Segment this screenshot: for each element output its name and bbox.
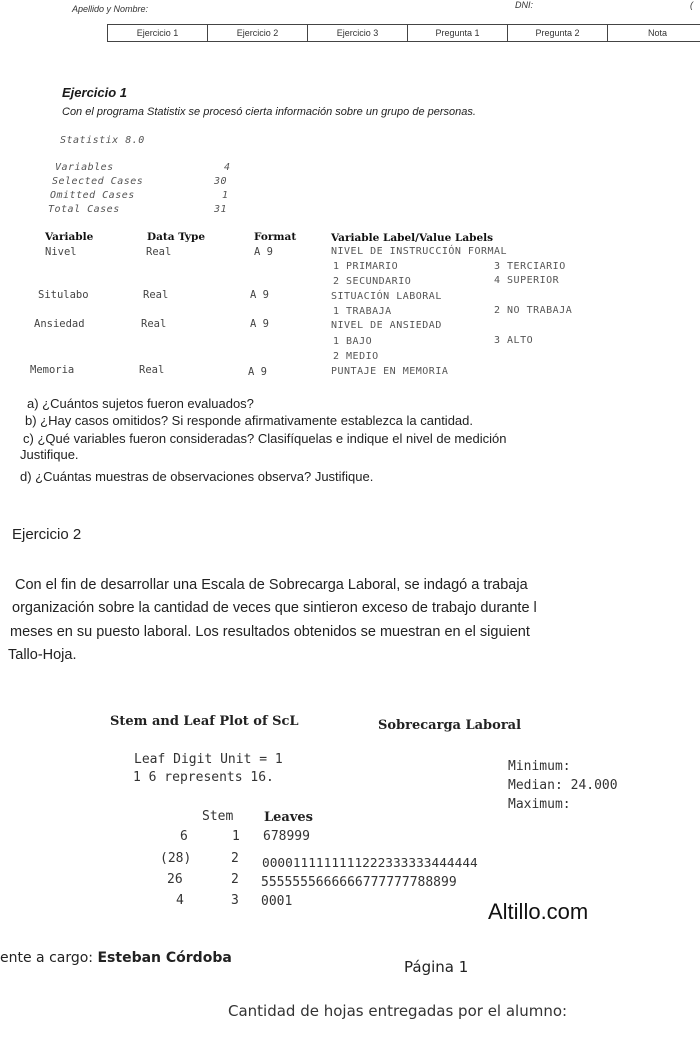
row-leaves: 678999 — [263, 829, 310, 844]
teacher-line — [0, 950, 232, 966]
question-a: a) ¿Cuántos sujetos fueron evaluados? — [27, 396, 254, 411]
value-label: 2 SECUNDARIO — [333, 276, 412, 287]
sheets-delivered: Cantidad de hojas entregadas por el alumno: — [228, 1002, 568, 1020]
tab-ejercicio-3: Ejercicio 3 — [308, 25, 408, 41]
summary-label: Total Cases — [48, 204, 120, 215]
row-label: SITUACIÓN LABORAL — [331, 291, 442, 302]
value-label: 1 BAJO — [333, 336, 373, 347]
paragraph-line: Con el fin de desarrollar una Escala de Sobrecarga Laboral, se indagó a trabaja — [15, 577, 528, 593]
row-leaves: 5555555666666777777788899 — [261, 875, 457, 890]
row-leaves: 0000111111111222333333444444 — [262, 856, 478, 871]
row-label: PUNTAJE EN MEMORIA — [331, 366, 449, 377]
ejercicio-1-intro: Con el programa Statistix se procesó cierta información sobre un grupo de personas. — [62, 106, 476, 118]
row-format: A 9 — [250, 289, 269, 301]
col-stem: Stem — [202, 809, 234, 824]
tab-pregunta-2: Pregunta 2 — [508, 25, 608, 41]
value-label: 1 TRABAJA — [333, 306, 392, 317]
row-label: NIVEL DE INSTRUCCIÓN FORMAL — [331, 246, 508, 257]
row-variable: Nivel — [45, 246, 77, 258]
tab-nota: Nota — [608, 25, 700, 41]
row-variable: Ansiedad — [34, 318, 85, 330]
row-stem: 2 — [231, 872, 239, 887]
name-label: Apellido y Nombre: — [72, 4, 149, 14]
ejercicio-2-title: Ejercicio 2 — [12, 526, 82, 543]
value-label: 2 MEDIO — [333, 351, 379, 362]
question-d: d) ¿Cuántas muestras de observaciones observa? Justifique. — [20, 469, 374, 484]
row-format: A 9 — [250, 318, 269, 330]
row-type: Real — [143, 289, 169, 301]
plot-title: Stem and Leaf Plot of ScL — [110, 714, 299, 729]
col-format: Format — [254, 231, 297, 243]
dni-label: DNI: — [515, 0, 533, 10]
summary-value: 30 — [214, 176, 228, 187]
value-label: 3 TERCIARIO — [494, 261, 566, 272]
page-number: Página 1 — [404, 958, 469, 976]
ejercicio-1-title: Ejercicio 1 — [62, 85, 128, 100]
value-label: 4 SUPERIOR — [494, 275, 560, 286]
teacher-prefix: ente a cargo: — [0, 950, 94, 966]
question-c: c) ¿Qué variables fueron consideradas? Clasifíquelas e indique el nivel de medición — [23, 431, 507, 446]
row-type: Real — [139, 364, 165, 376]
value-label: 1 PRIMARIO — [333, 261, 399, 272]
row-variable: Situlabo — [38, 289, 89, 301]
summary-label: Variables — [55, 162, 114, 173]
question-b: b) ¿Hay casos omitidos? Si responde afirmativamente establezca la cantidad. — [25, 413, 473, 428]
col-variable: Variable — [45, 231, 94, 243]
row-stem: 3 — [231, 893, 239, 908]
row-type: Real — [141, 318, 167, 330]
value-label: 2 NO TRABAJA — [494, 305, 573, 316]
median-label: Median: 24.000 — [508, 778, 618, 793]
tab-ejercicio-1: Ejercicio 1 — [108, 25, 208, 41]
row-format: A 9 — [254, 246, 273, 258]
paragraph-line: Tallo-Hoja. — [8, 647, 77, 663]
minimum-label: Minimum: — [508, 759, 571, 774]
row-variable: Memoria — [30, 364, 75, 376]
row-depth: 4 — [176, 893, 184, 908]
row-stem: 1 — [232, 829, 240, 844]
paragraph-line: meses en su puesto laboral. Los resultados obtenidos se muestran en el siguient — [10, 624, 530, 640]
summary-value: 31 — [214, 204, 228, 215]
row-leaves: 0001 — [261, 894, 293, 909]
tab-pregunta-1: Pregunta 1 — [408, 25, 508, 41]
col-labels: Variable Label/Value Labels — [331, 232, 494, 244]
summary-value: 4 — [224, 162, 231, 173]
paragraph-line: organización sobre la cantidad de veces que sintieron exceso de trabajo durante l — [12, 600, 537, 616]
maximum-label: Maximum: — [508, 797, 571, 812]
row-format: A 9 — [248, 366, 267, 378]
row-type: Real — [146, 246, 172, 258]
col-data-type: Data Type — [147, 231, 206, 243]
dni-cut: ( — [690, 0, 693, 10]
summary-label: Omitted Cases — [50, 190, 135, 201]
plot-subtitle: Sobrecarga Laboral — [378, 718, 522, 733]
summary-label: Selected Cases — [52, 176, 144, 187]
question-c-cont: Justifique. — [20, 447, 79, 462]
tab-ejercicio-2: Ejercicio 2 — [208, 25, 308, 41]
summary-value: 1 — [222, 190, 229, 201]
leaf-unit: Leaf Digit Unit = 1 — [134, 752, 283, 767]
row-label: NIVEL DE ANSIEDAD — [331, 320, 442, 331]
col-leaves: Leaves — [264, 810, 313, 825]
row-depth: (28) — [160, 851, 192, 866]
grade-table — [107, 24, 700, 42]
teacher-name: Esteban Córdoba — [97, 950, 232, 966]
watermark: Altillo.com — [488, 899, 589, 924]
row-stem: 2 — [231, 851, 239, 866]
software-version: Statistix 8.0 — [60, 135, 145, 146]
row-depth: 6 — [180, 829, 188, 844]
row-depth: 26 — [167, 872, 183, 887]
represents-note: 1 6 represents 16. — [133, 770, 274, 785]
value-label: 3 ALTO — [494, 335, 534, 346]
